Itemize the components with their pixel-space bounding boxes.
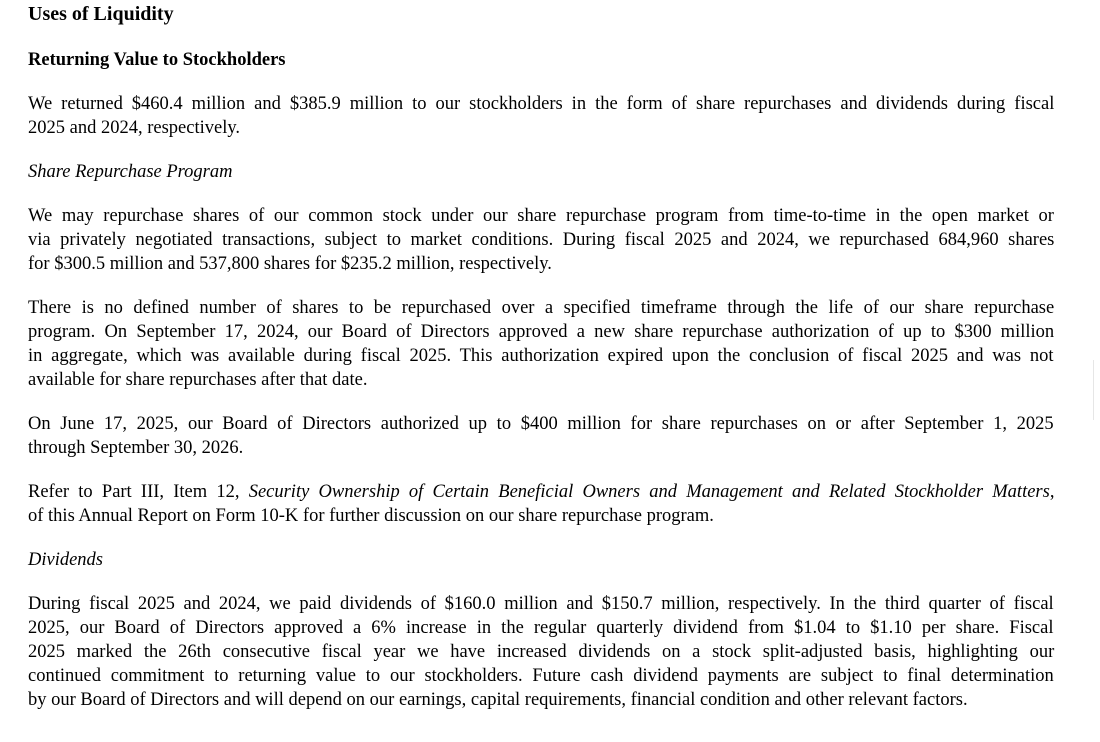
paragraph-line: On June 17, 2025, our Board of Directors authorized up to $400 million for share repurchases on or after September 1, 2025 <box>28 414 1054 434</box>
paragraph-line: 2025 and 2024, respectively. <box>28 118 241 138</box>
share-repurchase-title: Share Repurchase Program <box>28 162 233 182</box>
dividends-title: Dividends <box>28 550 104 570</box>
dividends-paragraph <box>28 592 1054 712</box>
intro-paragraph <box>28 92 1054 140</box>
paragraph-line: We returned $460.4 million and $385.9 million to our stockholders in the form of share repurchases and dividends during fiscal <box>28 94 1055 114</box>
paragraph-line: During fiscal 2025 and 2024, we paid dividends of $160.0 million and $150.7 million, respectively. In the third quarter of fiscal <box>28 594 1054 614</box>
paragraph-line: for $300.5 million and 537,800 shares for $235.2 million, respectively. <box>28 254 552 274</box>
paragraph-line: by our Board of Directors and will depend on our earnings, capital requirements, financial condition and other relevant factors. <box>28 690 968 710</box>
paragraph-line: via privately negotiated transactions, subject to market conditions. During fiscal 2025 and 2024, we repurchased 684,960 shares <box>28 230 1055 250</box>
page-edge-divider <box>1093 360 1100 420</box>
share-repurchase-paragraph-1 <box>28 204 1054 276</box>
subsection-heading: Returning Value to Stockholders <box>28 50 286 70</box>
paragraph-line: 2025, our Board of Directors approved a 6% increase in the regular quarterly dividend from $1.04 to $1.10 per share. Fiscal <box>28 618 1054 638</box>
section-heading: Uses of Liquidity <box>28 3 174 25</box>
text-run: , <box>1049 482 1055 502</box>
paragraph-line: available for share repurchases after that date. <box>28 370 368 390</box>
referenced-section-title: Security Ownership of Certain Beneficial Owners and Management and Related Stockholder Matters <box>248 482 1050 502</box>
paragraph-line: through September 30, 2026. <box>28 438 244 458</box>
paragraph-line: continued commitment to returning value to our stockholders. Future cash dividend payments are subject to final determination <box>28 666 1054 686</box>
share-repurchase-paragraph-3 <box>28 412 1054 460</box>
paragraph-line: 2025 marked the 26th consecutive fiscal year we have increased dividends on a stock split-adjusted basis, highlighting our <box>28 642 1055 662</box>
paragraph-line: in aggregate, which was available during fiscal 2025. This authorization expired upon the conclusion of fiscal 2025 and was not <box>28 346 1054 366</box>
paragraph-line: of this Annual Report on Form 10-K for further discussion on our share repurchase program. <box>28 506 714 526</box>
paragraph-line: program. On September 17, 2024, our Board of Directors approved a new share repurchase authorization of up to $300 million <box>28 322 1055 342</box>
paragraph-line: We may repurchase shares of our common stock under our share repurchase program from time-to-time in the open market or <box>28 206 1054 226</box>
paragraph-line <box>28 480 1054 504</box>
share-repurchase-paragraph-2 <box>28 296 1054 392</box>
share-repurchase-paragraph-4 <box>28 480 1054 528</box>
paragraph-line: There is no defined number of shares to be repurchased over a specified timeframe through the life of our share repurchase <box>28 298 1055 318</box>
text-run: Refer to Part III, Item 12, <box>28 482 249 502</box>
